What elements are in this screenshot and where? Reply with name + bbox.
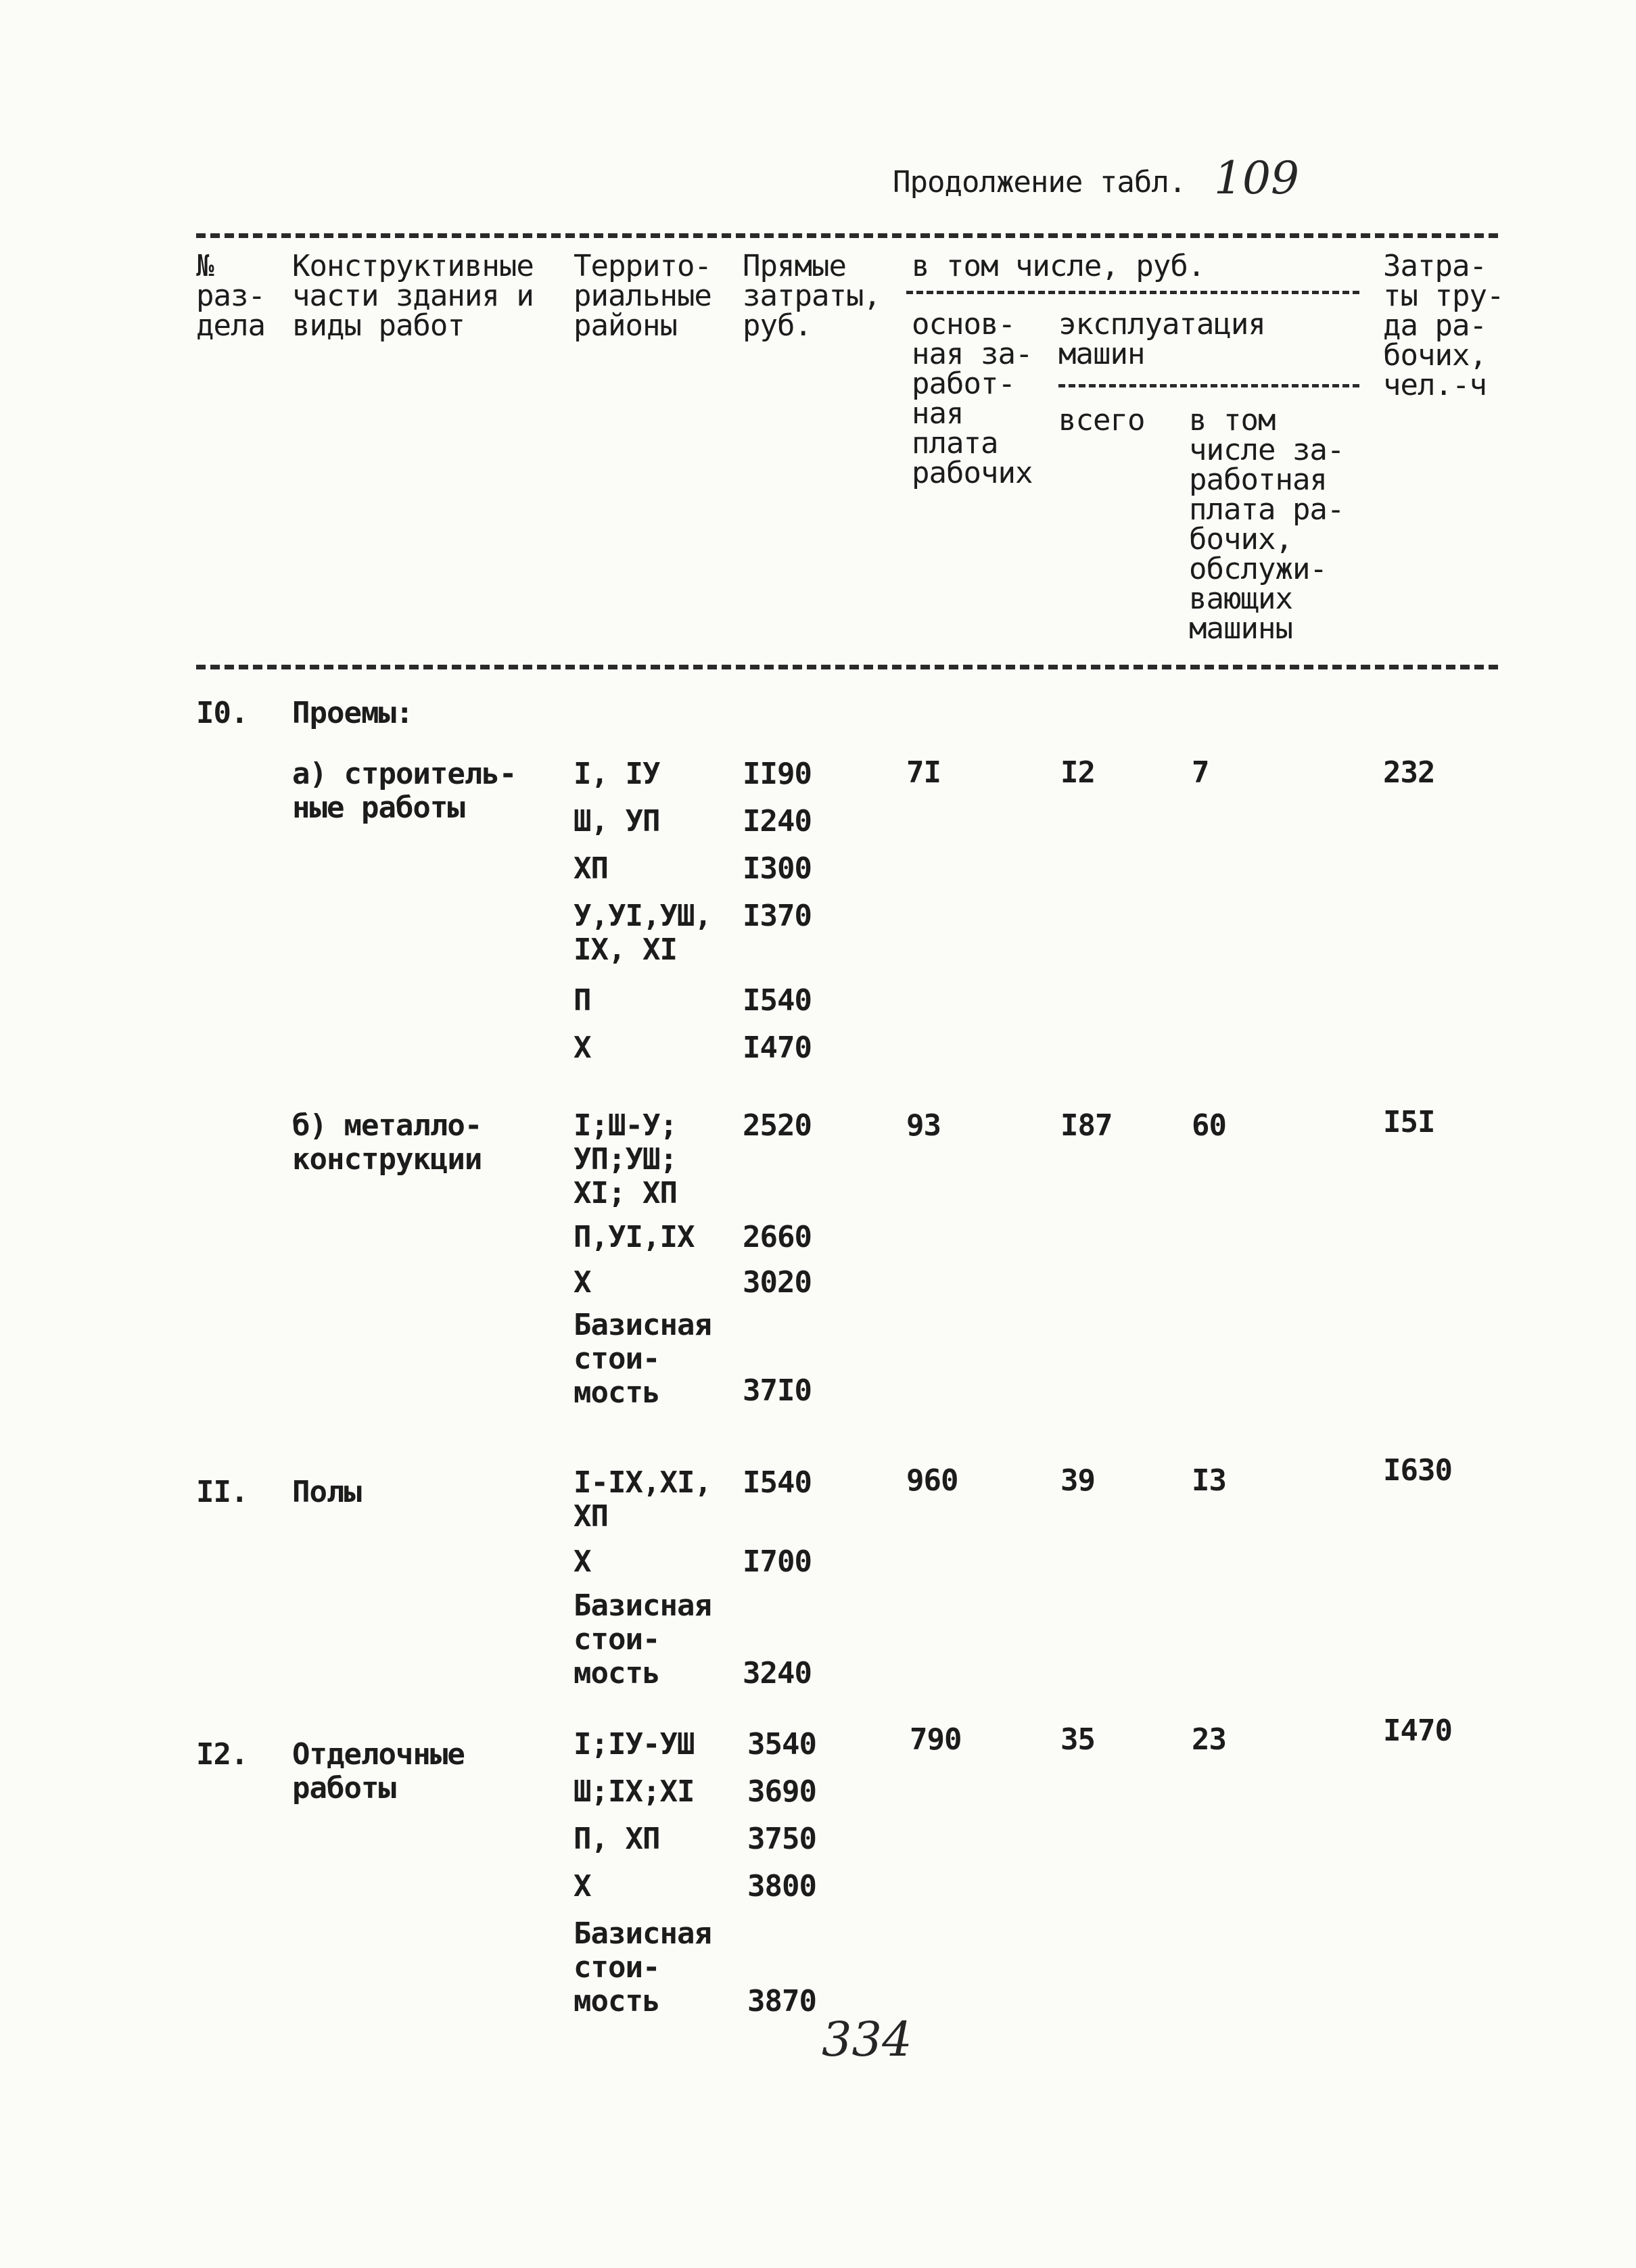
cost-cell: I700	[743, 1544, 812, 1579]
region-cell: Ш;IХ;ХI	[574, 1774, 695, 1809]
header-direct-costs: Прямые затраты, руб.	[743, 249, 881, 343]
header-base-wage: основ- ная за- работ- ная плата рабочих	[912, 307, 1033, 490]
cost-cell: 3690	[747, 1774, 816, 1809]
region-cell: Х	[574, 1031, 591, 1065]
cost-cell: I540	[743, 1465, 812, 1500]
header-subrule-1	[906, 291, 1359, 294]
region-cell: Базисная стои- мость	[574, 1308, 711, 1410]
cost-cell: 3750	[747, 1822, 816, 1856]
header-section-number: № раз- дела	[196, 249, 265, 343]
header-subrule-2	[1058, 384, 1359, 387]
table-top-rule	[196, 233, 1498, 238]
region-cell: Базисная стои- мость	[574, 1588, 711, 1691]
region-cell: П,УI,IХ	[574, 1220, 695, 1254]
region-cell: Ш, УП	[574, 804, 660, 838]
cost-cell: 3540	[747, 1727, 816, 1762]
cost-cell: 3800	[747, 1869, 816, 1904]
region-cell: I;IУ-УШ	[574, 1727, 695, 1762]
machines-total-cell: I2	[1060, 755, 1095, 790]
machines-wage-cell: 23	[1192, 1722, 1226, 1757]
header-machines-wage: в том числе за- работная плата ра- бочих, обслужи- вающих машины	[1189, 403, 1345, 646]
region-cell: П	[574, 983, 591, 1018]
region-cell: I, IУ	[574, 757, 660, 791]
row-name: Полы	[292, 1475, 361, 1509]
cost-cell: I540	[743, 983, 812, 1018]
region-cell: I;Ш-У; УП;УШ; ХI; ХП	[574, 1108, 677, 1210]
region-cell: Базисная стои- мость	[574, 1916, 711, 2018]
cost-cell: 2520	[743, 1108, 812, 1143]
cost-cell: I470	[743, 1031, 812, 1065]
cost-cell: II90	[743, 757, 812, 791]
header-construction-parts: Конструктивные части здания и виды работ	[292, 249, 534, 343]
machines-total-cell: 39	[1060, 1463, 1095, 1498]
cost-cell: 3020	[743, 1265, 812, 1300]
machines-total-cell: I87	[1060, 1108, 1113, 1143]
cost-cell: 3240	[743, 1656, 812, 1691]
cost-cell: 37I0	[743, 1373, 812, 1408]
header-labor-costs: Затра- ты тру- да ра- бочих, чел.-ч	[1383, 249, 1504, 402]
labor-cell: 232	[1383, 755, 1435, 790]
region-cell: I-IХ,ХI, ХП	[574, 1465, 711, 1534]
labor-cell: I630	[1383, 1453, 1452, 1488]
header-machine-operation: эксплуатация машин	[1058, 307, 1265, 371]
row-number: I0.	[196, 696, 248, 730]
machines-total-cell: 35	[1060, 1722, 1095, 1757]
region-cell: У,УI,УШ, IХ, ХI	[574, 899, 711, 967]
labor-cell: I5I	[1383, 1105, 1435, 1139]
cost-cell: 2660	[743, 1220, 812, 1254]
region-cell: П, ХП	[574, 1822, 660, 1856]
cost-cell: I300	[743, 851, 812, 886]
subrow-name: б) металло- конструкции	[292, 1108, 482, 1177]
row-number: II.	[196, 1475, 248, 1509]
region-cell: ХП	[574, 851, 608, 886]
header-including-group: в том числе, руб.	[912, 249, 1205, 283]
table-header-bottom-rule	[196, 665, 1498, 669]
machines-wage-cell: I3	[1192, 1463, 1226, 1498]
region-cell: Х	[574, 1544, 591, 1579]
region-cell: Х	[574, 1265, 591, 1300]
row-name: Отделочные работы	[292, 1737, 465, 1805]
wage-cell: 790	[910, 1722, 962, 1757]
row-name: Проемы:	[292, 696, 413, 730]
cost-cell: I370	[743, 899, 812, 933]
subrow-name: а) строитель- ные работы	[292, 757, 517, 825]
machines-wage-cell: 60	[1192, 1108, 1226, 1143]
header-machines-total: всего	[1058, 403, 1145, 438]
row-number: I2.	[196, 1737, 248, 1772]
page-number-handwritten: 334	[822, 2012, 912, 2067]
cost-cell: I240	[743, 804, 812, 838]
table-number-handwritten: 109	[1214, 152, 1299, 204]
labor-cell: I470	[1383, 1714, 1452, 1748]
continuation-label: Продолжение табл.	[893, 165, 1186, 199]
wage-cell: 93	[906, 1108, 941, 1143]
wage-cell: 960	[906, 1463, 958, 1498]
wage-cell: 7I	[906, 755, 941, 790]
machines-wage-cell: 7	[1192, 755, 1209, 790]
cost-cell: 3870	[747, 1984, 816, 2018]
header-territorial-regions: Террито- риальные районы	[574, 249, 711, 343]
region-cell: Х	[574, 1869, 591, 1904]
